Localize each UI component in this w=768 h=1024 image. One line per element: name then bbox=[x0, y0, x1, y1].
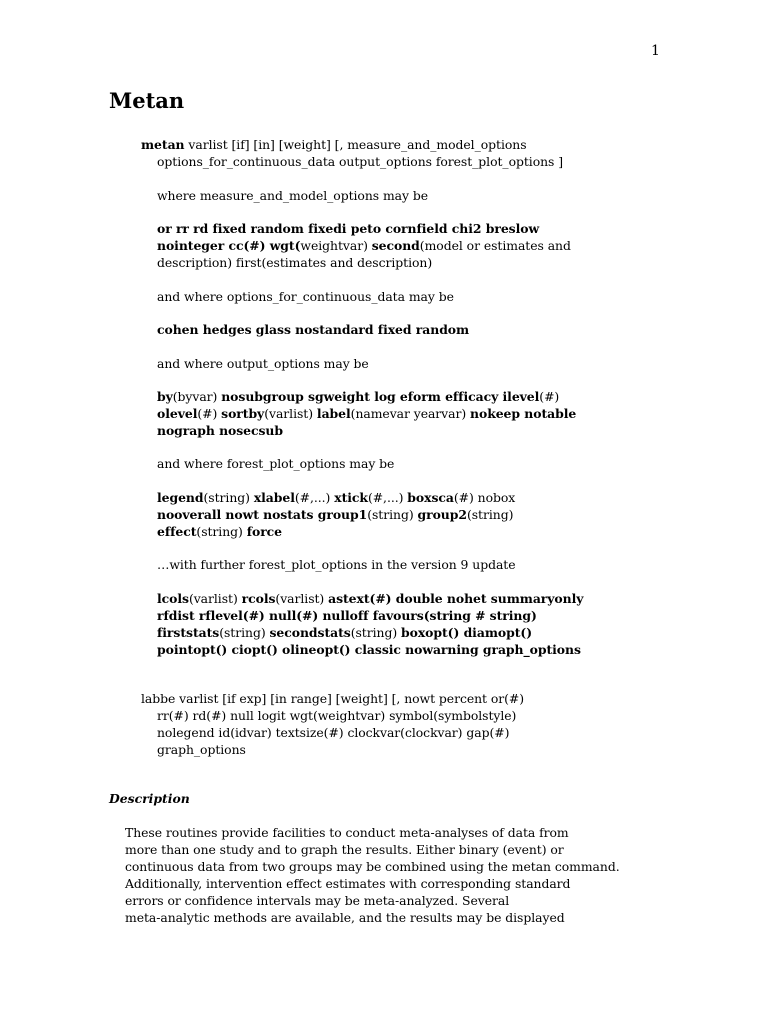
syntax-line-4 bbox=[157, 221, 539, 236]
syntax-bold: secondstats bbox=[269, 625, 351, 640]
syntax-line-3 bbox=[157, 188, 428, 203]
syntax-bold: pointopt() ciopt() olineopt() classic nowarning graph_options bbox=[157, 642, 581, 657]
syntax-bold: metan bbox=[141, 137, 185, 152]
syntax-bold: nokeep notable bbox=[470, 406, 577, 421]
syntax-line-2 bbox=[157, 154, 563, 169]
syntax-text: where measure_and_model_options may be bbox=[157, 188, 429, 203]
syntax-bold: xtick bbox=[334, 490, 368, 505]
description-line: Additionally, intervention effect estimates with corresponding standard bbox=[125, 876, 571, 891]
syntax-text: (#,...) bbox=[367, 490, 408, 505]
syntax-bold: olevel bbox=[157, 406, 198, 421]
syntax-bold: nooverall nowt nostats group1 bbox=[157, 507, 368, 522]
syntax-line-13 bbox=[157, 456, 394, 471]
syntax-text: (varlist) bbox=[264, 406, 317, 421]
syntax-line-21 bbox=[157, 642, 581, 657]
labbe-line-1: labbe varlist [if exp] [in range] [weight] [, nowt percent or(#) bbox=[141, 691, 525, 706]
syntax-text: (string) bbox=[203, 490, 254, 505]
syntax-text: (byvar) bbox=[172, 389, 222, 404]
syntax-bold: astext(#) double nohet summaryonly bbox=[328, 591, 584, 606]
labbe-line-4: graph_options bbox=[157, 742, 246, 757]
syntax-line-8 bbox=[157, 322, 469, 337]
syntax-line-7 bbox=[157, 289, 454, 304]
syntax-text: (#) nobox bbox=[453, 490, 516, 505]
syntax-text: …with further forest_plot_options in the version 9 update bbox=[157, 557, 516, 572]
syntax-line-15 bbox=[157, 507, 513, 522]
syntax-text: (string) bbox=[350, 625, 402, 640]
syntax-line-1 bbox=[141, 137, 527, 152]
syntax-text: (#) bbox=[539, 389, 560, 404]
syntax-line-12 bbox=[157, 423, 283, 438]
description-heading: Description bbox=[109, 791, 190, 806]
syntax-bold: xlabel bbox=[253, 490, 295, 505]
syntax-bold: boxopt() diamopt() bbox=[401, 625, 533, 640]
description-line: These routines provide facilities to conduct meta-analyses of data from bbox=[125, 825, 569, 840]
syntax-text: (string) bbox=[219, 625, 270, 640]
syntax-bold: rcols bbox=[241, 591, 276, 606]
page-title: Metan bbox=[109, 88, 185, 113]
labbe-line-3: nolegend id(idvar) textsize(#) clockvar(clockvar) gap(#) bbox=[157, 725, 510, 740]
syntax-text: description) first(estimates and description) bbox=[157, 255, 433, 270]
syntax-line-20 bbox=[157, 625, 532, 640]
description-line: more than one study and to graph the results. Either binary (event) or bbox=[125, 842, 564, 857]
syntax-bold: lcols bbox=[157, 591, 189, 606]
syntax-line-16 bbox=[157, 524, 282, 539]
syntax-text: and where forest_plot_options may be bbox=[157, 456, 395, 471]
syntax-bold: second bbox=[371, 238, 420, 253]
syntax-line-11 bbox=[157, 406, 576, 421]
description-line: continuous data from two groups may be combined using the metan command. bbox=[125, 859, 620, 874]
description-line: errors or confidence intervals may be meta-analyzed. Several bbox=[125, 893, 510, 908]
syntax-text: (string) bbox=[196, 524, 247, 539]
syntax-line-9 bbox=[157, 356, 369, 371]
syntax-bold: or rr rd fixed random fixedi peto cornfield chi2 breslow bbox=[157, 221, 540, 236]
syntax-text: options_for_continuous_data output_options forest_plot_options ] bbox=[157, 154, 564, 169]
syntax-line-17 bbox=[157, 557, 516, 572]
syntax-text: weightvar) bbox=[300, 238, 372, 253]
syntax-text: and where output_options may be bbox=[157, 356, 369, 371]
syntax-bold: sortby bbox=[221, 406, 265, 421]
syntax-bold: force bbox=[246, 524, 283, 539]
syntax-line-5 bbox=[157, 238, 571, 253]
syntax-line-18 bbox=[157, 591, 583, 606]
syntax-bold: legend bbox=[157, 490, 204, 505]
syntax-text: (string) bbox=[466, 507, 514, 522]
syntax-text: (varlist) bbox=[275, 591, 329, 606]
syntax-bold: firststats bbox=[157, 625, 220, 640]
syntax-bold: effect bbox=[157, 524, 197, 539]
syntax-bold: group2 bbox=[417, 507, 467, 522]
syntax-bold: nointeger cc(#) wgt( bbox=[157, 238, 301, 253]
syntax-line-19 bbox=[157, 608, 537, 623]
syntax-line-6 bbox=[157, 255, 432, 270]
description-line: meta-analytic methods are available, and the results may be displayed bbox=[125, 910, 565, 925]
syntax-text: (varlist) bbox=[188, 591, 242, 606]
syntax-text: (#,...) bbox=[294, 490, 335, 505]
syntax-text: (namevar yearvar) bbox=[350, 406, 471, 421]
syntax-bold: nosubgroup sgweight log eform efficacy ilevel bbox=[221, 389, 540, 404]
syntax-text: varlist [if] [in] [weight] [, measure_and_model_options bbox=[184, 137, 527, 152]
syntax-bold: nograph nosecsub bbox=[157, 423, 284, 438]
syntax-line-10 bbox=[157, 389, 559, 404]
syntax-bold: cohen hedges glass nostandard fixed random bbox=[157, 322, 470, 337]
syntax-text: and where options_for_continuous_data may be bbox=[157, 289, 454, 304]
syntax-line-14 bbox=[157, 490, 515, 505]
syntax-bold: rfdist rflevel(#) null(#) nulloff favours(string # string) bbox=[157, 608, 537, 623]
syntax-text: (string) bbox=[367, 507, 418, 522]
syntax-bold: by bbox=[157, 389, 173, 404]
syntax-text: (#) bbox=[197, 406, 222, 421]
syntax-bold: boxsca bbox=[407, 490, 454, 505]
page-number: 1 bbox=[651, 43, 660, 59]
syntax-text: (model or estimates and bbox=[419, 238, 571, 253]
syntax-bold: label bbox=[316, 406, 351, 421]
labbe-line-2: rr(#) rd(#) null logit wgt(weightvar) symbol(symbolstyle) bbox=[157, 708, 517, 723]
